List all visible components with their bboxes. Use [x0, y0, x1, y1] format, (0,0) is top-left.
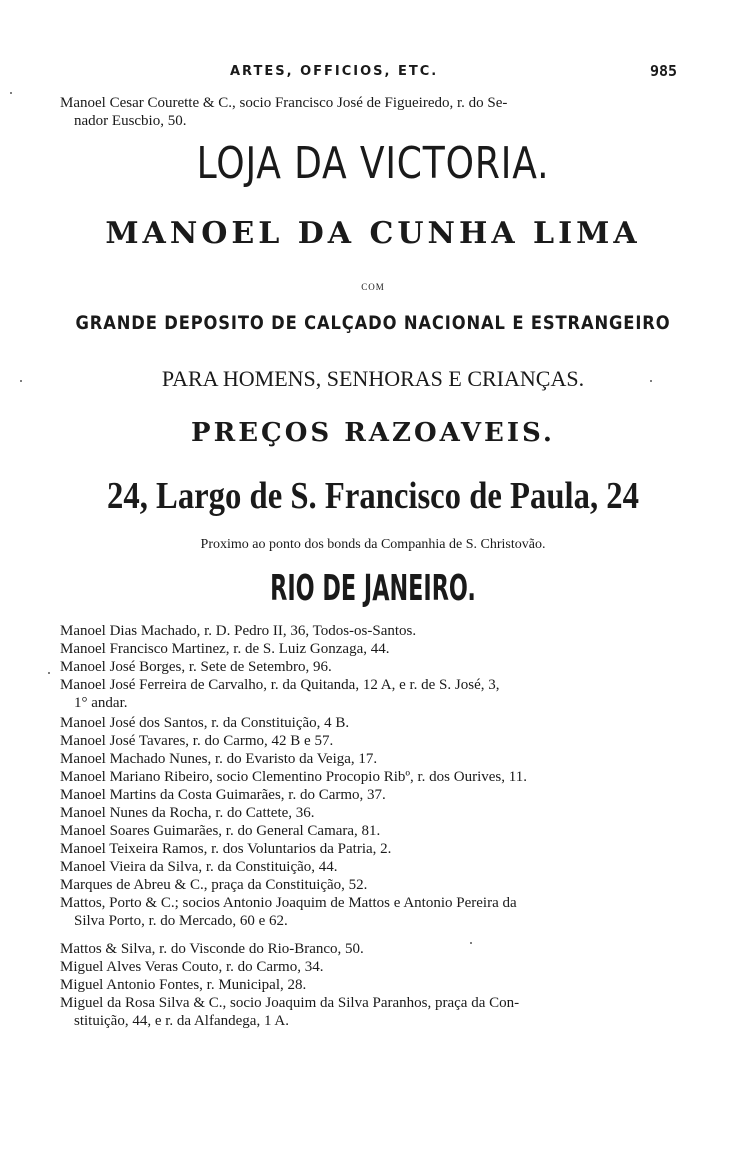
entry-line: Marques de Abreu & C., praça da Constituição, 52. — [60, 877, 368, 893]
ad-clients-line: PARA HOMENS, SENHORAS E CRIANÇAS. — [161, 366, 585, 391]
directory-entry — [60, 976, 700, 994]
ad-nearby-note: Proximo ao ponto dos bonds da Companhia de S. Christovão. — [200, 537, 546, 552]
page-number: 985 — [650, 62, 678, 80]
directory-entry — [60, 640, 700, 658]
print-speck — [48, 672, 50, 674]
entry-line: Miguel da Rosa Silva & C., socio Joaquim da Silva Paranhos, praça da Con- — [60, 995, 520, 1011]
ad-address: 24, Largo de S. Francisco de Paula, 24 — [107, 475, 639, 517]
entry-continuation: 1° andar. — [74, 695, 128, 711]
directory-entry — [60, 822, 700, 840]
entry-line: Manoel Soares Guimarães, r. do General Camara, 81. — [60, 823, 381, 839]
print-speck — [10, 92, 12, 94]
entry-line: Manoel José dos Santos, r. da Constituição, 4 B. — [60, 715, 350, 731]
entry-line: Miguel Alves Veras Couto, r. do Carmo, 34. — [60, 959, 324, 975]
entry-line: Manoel Francisco Martinez, r. de S. Luiz Gonzaga, 44. — [60, 641, 390, 657]
directory-entry — [60, 804, 700, 822]
directory-entry — [60, 786, 700, 804]
directory-entry — [60, 622, 700, 640]
entry-line: Mattos & Silva, r. do Visconde do Rio-Branco, 50. — [60, 941, 364, 957]
entry-line: Manoel Mariano Ribeiro, socio Clementino Procopio Ribº, r. dos Ourives, 11. — [60, 769, 527, 785]
page-header — [0, 62, 746, 84]
directory-entry — [60, 940, 700, 958]
ad-deposit-line: GRANDE DEPOSITO DE CALÇADO NACIONAL E ESTRANGEIRO — [75, 312, 671, 334]
ad-city: RIO DE JANEIRO. — [270, 568, 476, 609]
directory-entry — [60, 768, 700, 786]
running-title: ARTES, OFFICIOS, ETC. — [230, 64, 439, 79]
entry-line: Manoel Vieira da Silva, r. da Constituição, 44. — [60, 859, 338, 875]
directory-entry — [60, 676, 700, 712]
ad-prices-line: PREÇOS RAZOAVEIS. — [191, 418, 555, 448]
directory-entry — [60, 876, 700, 894]
entry-line: Manoel Teixeira Ramos, r. dos Voluntarios da Patria, 2. — [60, 841, 392, 857]
entry-line: Miguel Antonio Fontes, r. Municipal, 28. — [60, 977, 307, 993]
entry-line: Manoel Cesar Courette & C., socio Francisco José de Figueiredo, r. do Se- — [60, 95, 508, 111]
entry-line: Manoel Dias Machado, r. D. Pedro II, 36, Todos-os-Santos. — [60, 623, 417, 639]
directory-entry — [60, 750, 700, 768]
directory-entry — [60, 894, 700, 930]
directory-entry — [60, 714, 700, 732]
entry-continuation: Silva Porto, r. do Mercado, 60 e 62. — [74, 913, 288, 929]
directory-entry — [60, 958, 700, 976]
print-speck — [470, 942, 472, 944]
entry-line: Manoel Machado Nunes, r. do Evaristo da Veiga, 17. — [60, 751, 378, 767]
directory-entry — [60, 732, 700, 750]
entry-line: Manoel José Borges, r. Sete de Setembro, 96. — [60, 659, 332, 675]
entry-line: Mattos, Porto & C.; socios Antonio Joaquim de Mattos e Antonio Pereira da — [60, 895, 517, 911]
ad-owner-name: MANOEL DA CUNHA LIMA — [105, 216, 641, 251]
entry-line: Manoel José Ferreira de Carvalho, r. da Quitanda, 12 A, e r. de S. José, 3, — [60, 677, 500, 693]
directory-entry — [60, 858, 700, 876]
directory-entry — [60, 658, 700, 676]
entry-line: Manoel Nunes da Rocha, r. do Cattete, 36. — [60, 805, 315, 821]
ad-shop-name: LOJA DA VICTORIA. — [196, 138, 550, 189]
entry-continuation: nador Euscbio, 50. — [74, 113, 187, 129]
directory-entry — [60, 840, 700, 858]
directory-entry — [60, 94, 700, 130]
print-speck — [650, 380, 652, 382]
entry-continuation: stituição, 44, e r. da Alfandega, 1 A. — [74, 1013, 289, 1029]
ad-with: COM — [361, 282, 385, 292]
directory-entry — [60, 994, 700, 1030]
entry-line: Manoel Martins da Costa Guimarães, r. do Carmo, 37. — [60, 787, 386, 803]
print-speck — [20, 380, 22, 382]
entry-line: Manoel José Tavares, r. do Carmo, 42 B e 57. — [60, 733, 334, 749]
